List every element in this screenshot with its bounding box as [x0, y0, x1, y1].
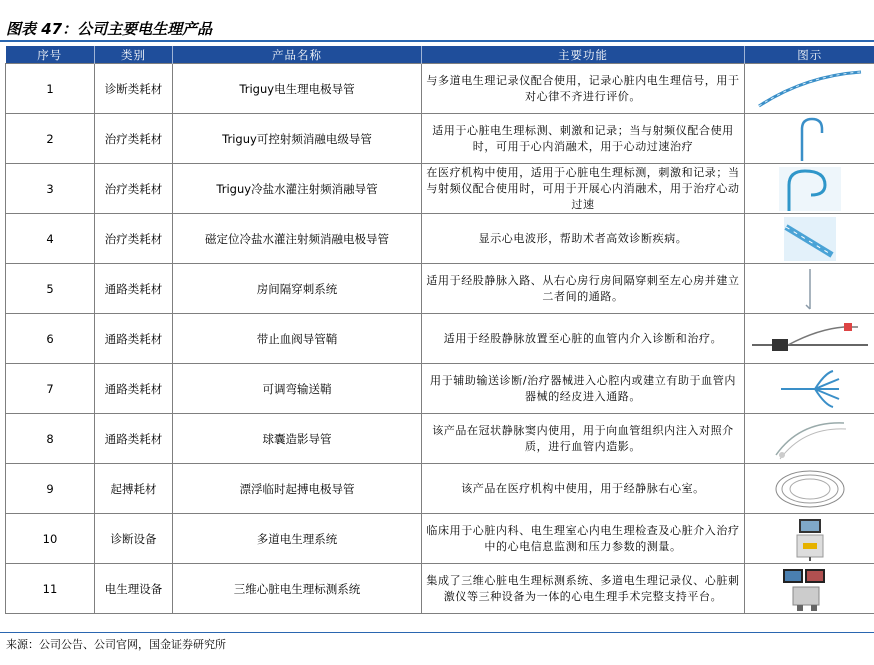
row-category: 起搏耗材 [95, 464, 173, 514]
table-header-row [6, 46, 874, 64]
coiled-lead-icon [770, 465, 850, 513]
balloon-catheter-icon [770, 415, 850, 463]
hook-catheter-icon [780, 115, 840, 163]
title-rule [0, 40, 874, 42]
table-row [6, 114, 874, 164]
row-name: 球囊造影导管 [173, 414, 422, 464]
row-category: 诊断设备 [95, 514, 173, 564]
table-row [6, 364, 874, 414]
table-row [6, 564, 874, 614]
recording-system-icon [785, 515, 835, 563]
row-function: 集成了三维心脏电生理标测系统、多道电生理记录仪、心脏刺激仪等三种设备为一体的心电生理手术完整支持平台。 [422, 564, 745, 614]
row-no: 1 [6, 64, 95, 114]
header-image: 图示 [745, 46, 874, 64]
table-row [6, 264, 874, 314]
row-no: 7 [6, 364, 95, 414]
row-category: 通路类耗材 [95, 364, 173, 414]
header-name: 产品名称 [173, 46, 422, 64]
steerable-sheath-icon [775, 365, 845, 413]
row-function: 用于辅助输送诊断/治疗器械进入心腔内或建立有助于血管内器械的经皮进入通路。 [422, 364, 745, 414]
table-row [6, 164, 874, 214]
source-rule [0, 632, 874, 633]
row-function: 在医疗机构中使用，适用于心脏电生理标测，刺激和记录；当与射频仪配合使用时，可用于开展心内消融术，用于治疗心动过速 [422, 164, 745, 214]
row-category: 通路类耗材 [95, 314, 173, 364]
row-category: 治疗类耗材 [95, 164, 173, 214]
table-row [6, 314, 874, 364]
puncture-needle-icon [780, 265, 840, 313]
table-row [6, 214, 874, 264]
table-row [6, 514, 874, 564]
row-no: 8 [6, 414, 95, 464]
row-name: 带止血阀导管鞘 [173, 314, 422, 364]
row-function: 该产品在医疗机构中使用，用于经静脉右心室。 [422, 464, 745, 514]
row-no: 11 [6, 564, 95, 614]
catheter-tip-icon [782, 215, 838, 263]
sheath-icon [748, 315, 872, 363]
row-category: 通路类耗材 [95, 414, 173, 464]
mapping-system-icon [775, 565, 845, 613]
row-no: 10 [6, 514, 95, 564]
row-no: 3 [6, 164, 95, 214]
product-table [5, 46, 874, 614]
row-function: 显示心电波形，帮助术者高效诊断疾病。 [422, 214, 745, 264]
row-function: 该产品在冠状静脉窦内使用，用于向血管组织内注入对照介质，进行血管内造影。 [422, 414, 745, 464]
row-function: 与多道电生理记录仪配合使用，记录心脏内电生理信号，用于对心律不齐进行评价。 [422, 64, 745, 114]
row-no: 6 [6, 314, 95, 364]
row-name: 三维心脏电生理标测系统 [173, 564, 422, 614]
table-row [6, 414, 874, 464]
row-no: 9 [6, 464, 95, 514]
table-row [6, 464, 874, 514]
row-function: 适用于经股静脉放置至心脏的血管内介入诊断和治疗。 [422, 314, 745, 364]
row-category: 治疗类耗材 [95, 214, 173, 264]
loop-catheter-icon [775, 165, 845, 213]
figure-title: 图表 47：公司主要电生理产品 [6, 20, 213, 38]
source-note: 来源：公司公告、公司官网，国金证券研究所 [6, 638, 226, 651]
row-name: Triguy冷盐水灌注射频消融导管 [173, 164, 422, 214]
row-name: 漂浮临时起搏电极导管 [173, 464, 422, 514]
table-row [6, 64, 874, 114]
row-no: 2 [6, 114, 95, 164]
row-function: 适用于经股静脉入路、从右心房行房间隔穿刺至左心房并建立二者间的通路。 [422, 264, 745, 314]
row-name: 房间隔穿刺系统 [173, 264, 422, 314]
row-category: 治疗类耗材 [95, 114, 173, 164]
row-no: 4 [6, 214, 95, 264]
header-no: 序号 [6, 46, 95, 64]
row-name: Triguy可控射频消融电级导管 [173, 114, 422, 164]
row-name: 可调弯输送鞘 [173, 364, 422, 414]
row-category: 诊断类耗材 [95, 64, 173, 114]
row-category: 通路类耗材 [95, 264, 173, 314]
row-function: 适用于心脏电生理标测、刺激和记录；当与射频仪配合使用时，可用于心内消融术，用于心动过速治疗 [422, 114, 745, 164]
row-function: 临床用于心脏内科、电生理室心内电生理检查及心脏介入治疗中的心电信息监测和压力参数的测量。 [422, 514, 745, 564]
header-function: 主要功能 [422, 46, 745, 64]
row-name: 磁定位冷盐水灌注射频消融电极导管 [173, 214, 422, 264]
row-no: 5 [6, 264, 95, 314]
row-name: Triguy电生理电极导管 [173, 64, 422, 114]
curved-catheter-icon [755, 66, 865, 112]
header-category: 类别 [95, 46, 173, 64]
row-name: 多道电生理系统 [173, 514, 422, 564]
row-category: 电生理设备 [95, 564, 173, 614]
